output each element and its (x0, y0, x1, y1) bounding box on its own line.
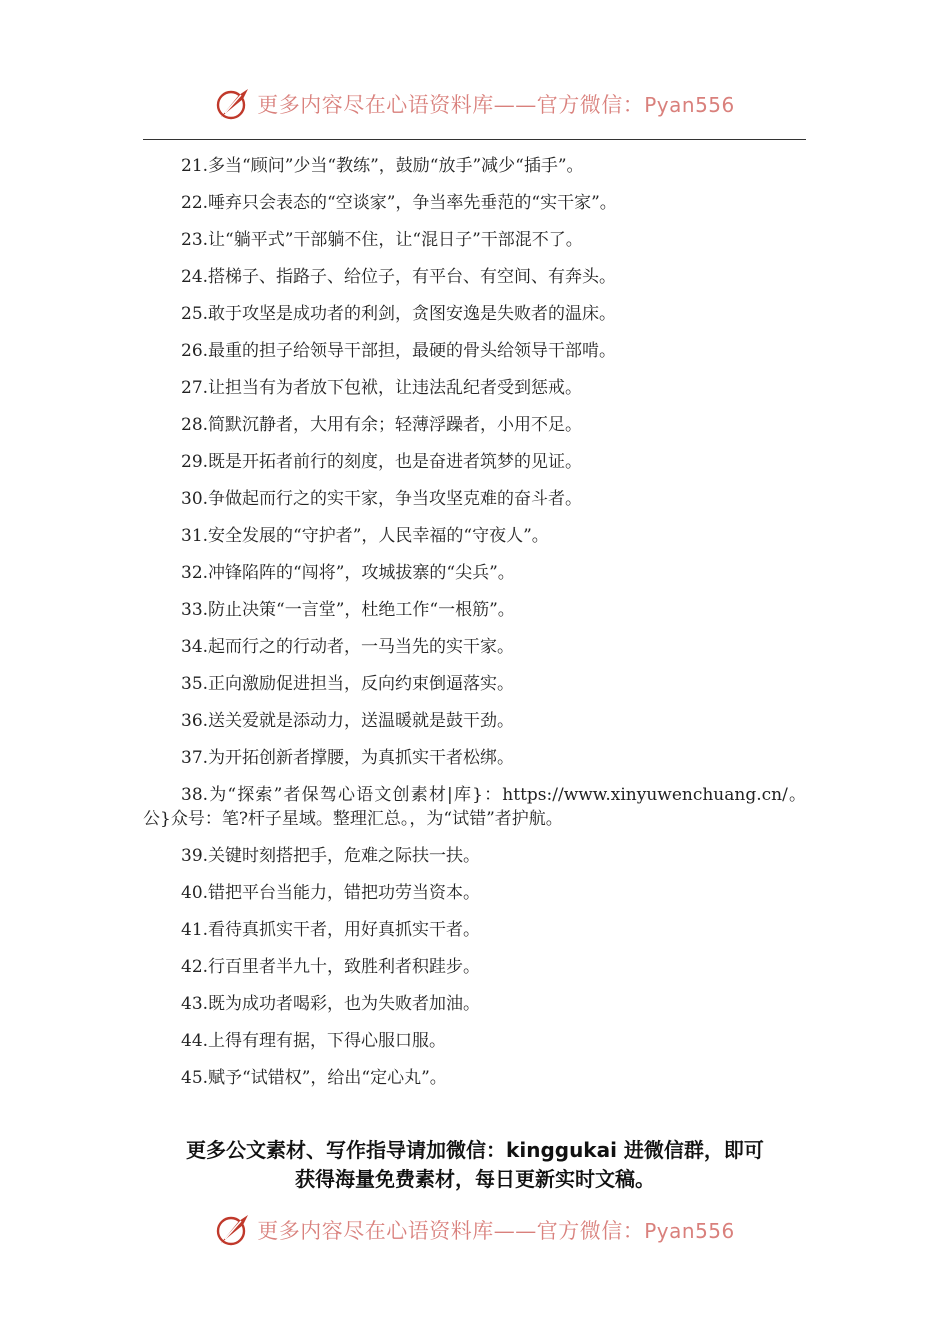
header-divider (143, 139, 806, 140)
footer-banner-label: 更多内容尽在心语资料库——官方微信： (257, 1219, 645, 1243)
list-item: 30.争做起而行之的实干家，争当攻坚克难的奋斗者。 (181, 489, 583, 509)
list-item: 21.多当“顾问”少当“教练”，鼓励“放手”减少“插手”。 (181, 156, 584, 176)
list-item: 34.起而行之的行动者，一马当先的实干家。 (181, 637, 515, 657)
list-item: 25.敢于攻坚是成功者的利剑，贪图安逸是失败者的温床。 (181, 304, 617, 324)
quill-pen-logo-icon (215, 1212, 251, 1248)
list-item: 27.让担当有为者放下包袱，让违法乱纪者受到惩戒。 (181, 378, 583, 398)
list-item: 23.让“躺平式”干部躺不住，让“混日子”干部混不了。 (181, 230, 583, 250)
header-wechat-handle: Pyan556 (644, 93, 735, 117)
list-item: 39.关键时刻搭把手，危难之际扶一扶。 (181, 846, 481, 866)
list-item: 37.为开拓创新者撑腰，为真抓实干者松绑。 (181, 748, 515, 768)
footer-wechat-handle: Pyan556 (644, 1219, 735, 1243)
list-item-38-with-url: 38.为“探索”者保驾心语文创素材|库}：https://www.xinyuwenchuang.cn/。公}众号：笔?杆子星域。整理汇总。，为“试错”者护航。 (143, 785, 806, 829)
quill-pen-logo-icon (215, 86, 251, 122)
footer-banner-text (257, 1215, 735, 1245)
footer-banner (0, 1210, 950, 1250)
list-item: 41.看待真抓实干者，用好真抓实干者。 (181, 920, 481, 940)
list-item: 32.冲锋陷阵的“闯将”，攻城拔寨的“尖兵”。 (181, 563, 515, 583)
list-item: 28.简默沉静者，大用有余；轻薄浮躁者，小用不足。 (181, 415, 583, 435)
list-item: 31.安全发展的“守护者”，人民幸福的“守夜人”。 (181, 526, 549, 546)
promo-line-2: 获得海量免费素材，每日更新实时文稿。 (295, 1167, 655, 1191)
list-item: 22.唾弃只会表态的“空谈家”，争当率先垂范的“实干家”。 (181, 193, 617, 213)
list-item: 42.行百里者半九十，致胜利者积跬步。 (181, 957, 481, 977)
list-item: 29.既是开拓者前行的刻度，也是奋进者筑梦的见证。 (181, 452, 583, 472)
list-item: 33.防止决策“一言堂”，杜绝工作“一根筋”。 (181, 600, 515, 620)
promo-line-1: 更多公文素材、写作指导请加微信：kinggukai 进微信群，即可 (186, 1138, 764, 1162)
header-banner-text (257, 89, 735, 119)
list-item: 40.错把平台当能力，错把功劳当资本。 (181, 883, 481, 903)
list-item: 35.正向激励促进担当，反向约束倒逼落实。 (181, 674, 515, 694)
promo-notice (110, 1136, 840, 1194)
list-item: 36.送关爱就是添动力，送温暖就是鼓干劲。 (181, 711, 515, 731)
header-banner-label: 更多内容尽在心语资料库——官方微信： (257, 93, 645, 117)
list-item: 43.既为成功者喝彩，也为失败者加油。 (181, 994, 481, 1014)
list-item: 26.最重的担子给领导干部担，最硬的骨头给领导干部啃。 (181, 341, 617, 361)
header-banner (0, 84, 950, 124)
list-item: 44.上得有理有据，下得心服口服。 (181, 1031, 447, 1051)
list-item: 24.搭梯子、指路子、给位子，有平台、有空间、有奔头。 (181, 267, 617, 287)
document-body (143, 148, 806, 1097)
list-item: 45.赋予“试错权”，给出“定心丸”。 (181, 1068, 447, 1088)
